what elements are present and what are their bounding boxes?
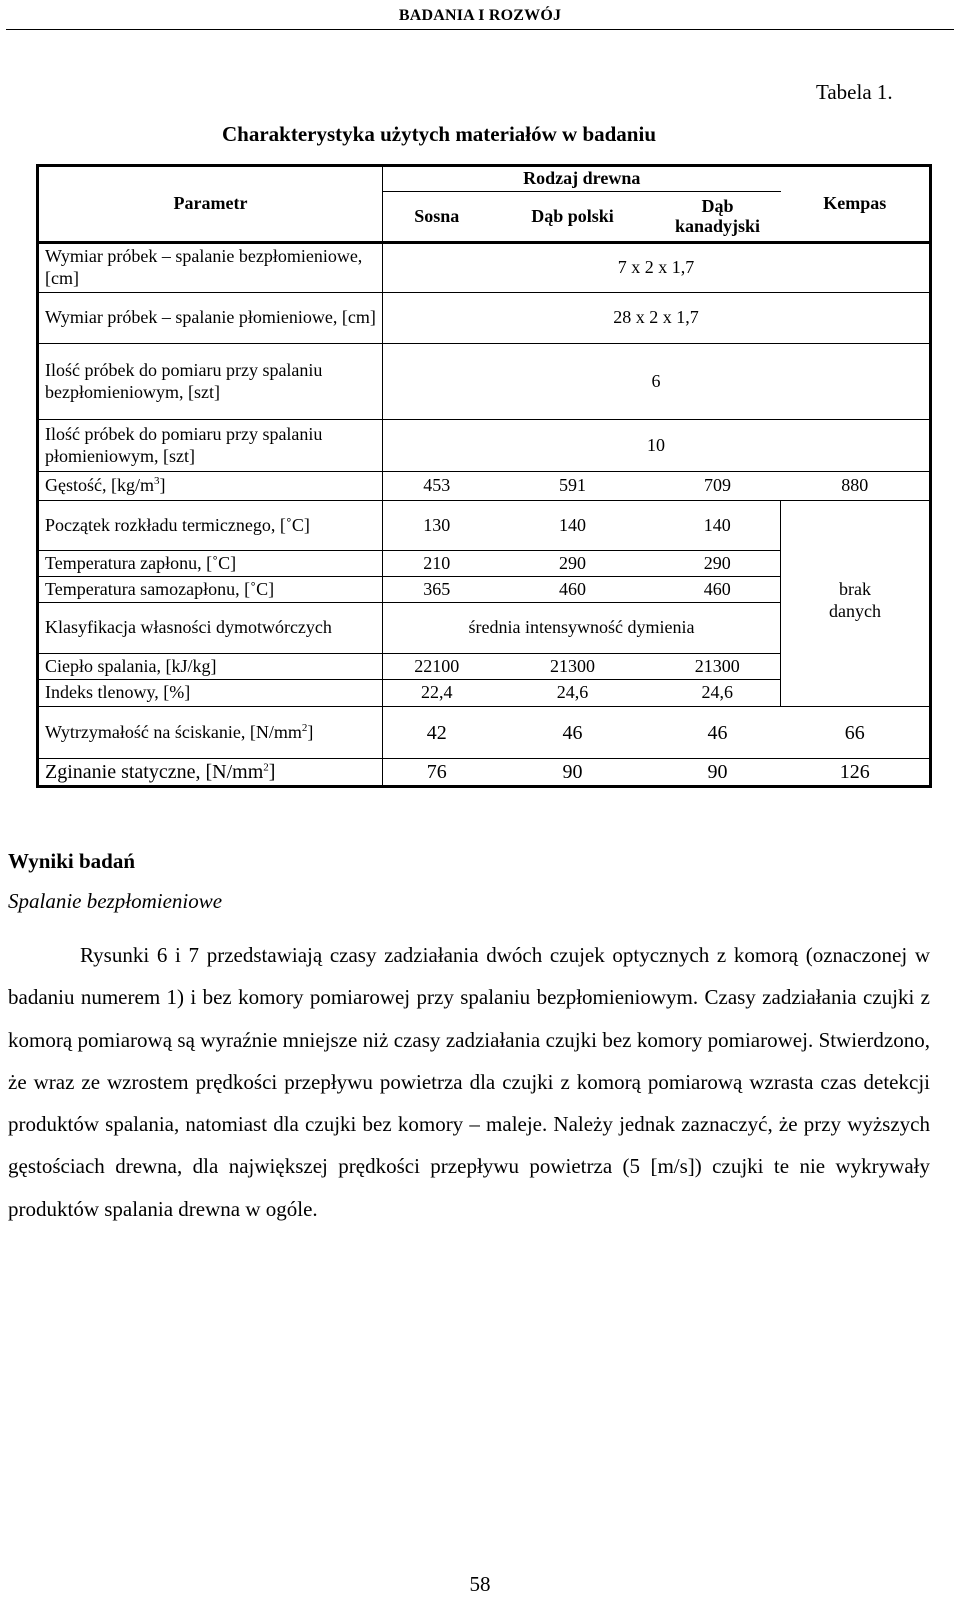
row-label — [38, 472, 383, 501]
row-label-text: Zginanie statyczne, [N/mm — [45, 761, 264, 783]
header-col-kempas: Kempas — [781, 166, 931, 243]
row-label: Wymiar próbek – spalanie bezpłomieniowe, [cm] — [38, 243, 383, 293]
table-row — [38, 293, 931, 344]
cell-dab-kanadyjski: 90 — [707, 761, 728, 783]
row-label-text: Gęstość, [kg/m — [45, 475, 154, 496]
table-row — [38, 472, 931, 501]
cell-sosna: 130 — [383, 501, 491, 551]
row-label-sup: 2 — [263, 761, 269, 774]
cell-sosna: 365 — [383, 577, 491, 603]
cell-kempas: 66 — [781, 707, 931, 759]
cell-sosna: 210 — [383, 551, 491, 577]
no-data-text: brak danych — [829, 578, 881, 621]
row-label-sup: 2 — [301, 721, 308, 734]
table-row — [38, 707, 931, 759]
cell-dab-kanadyjski: 46 — [655, 707, 781, 759]
row-label: Indeks tlenowy, [%] — [38, 680, 383, 707]
cell-sosna: 22100 — [383, 654, 491, 680]
cell-dab-kanadyjski: 140 — [655, 501, 781, 551]
cell-dab-kanadyjski: 709 — [655, 472, 781, 501]
header-rule — [6, 29, 954, 30]
section-heading: Wyniki badań — [8, 849, 136, 873]
row-label: Wymiar próbek – spalanie płomieniowe, [cm] — [38, 293, 383, 344]
cell-dab-kanadyjski: 21300 — [655, 654, 781, 680]
row-value: 10 — [383, 420, 931, 472]
cell-dab-polski: 140 — [491, 501, 655, 551]
cell-kempas: 880 — [781, 472, 931, 501]
cell-dab-polski: 24,6 — [491, 680, 655, 707]
header-col-dab-kanadyjski: Dąb kanadyjski — [655, 192, 781, 243]
cell-sosna: 76 — [426, 761, 447, 783]
table-row — [38, 243, 931, 293]
header-col-dab-polski: Dąb polski — [491, 192, 655, 243]
cell-dab-polski: 90 — [562, 761, 583, 783]
cell-dab-polski: 460 — [491, 577, 655, 603]
row-label-sup: 3 — [153, 475, 160, 488]
table-row — [38, 759, 931, 787]
cell-dab-kanadyjski: 290 — [655, 551, 781, 577]
row-label: Ilość próbek do pomiaru przy spalaniu bezpłomieniowym, [szt] — [38, 344, 383, 420]
cell-sosna: 22,4 — [383, 680, 491, 707]
cell-kempas: 126 — [839, 761, 870, 783]
row-label: Ilość próbek do pomiaru przy spalaniu płomieniowym, [szt] — [38, 420, 383, 472]
cell-dab-kanadyjski: 460 — [655, 577, 781, 603]
table-row — [38, 501, 931, 551]
row-label — [38, 707, 383, 759]
row-label-end: ] — [159, 475, 166, 496]
table-row — [38, 420, 931, 472]
row-label: Klasyfikacja własności dymotwórczych — [38, 603, 383, 654]
running-header: BADANIA I ROZWÓJ — [398, 7, 562, 24]
table-row — [38, 344, 931, 420]
materials-table — [36, 164, 932, 788]
cell-sosna: 453 — [383, 472, 491, 501]
cell-dab-polski: 46 — [491, 707, 655, 759]
row-label-end: ] — [268, 761, 276, 783]
section-subheading: Spalanie bezpłomieniowe — [8, 889, 223, 913]
page-number: 58 — [469, 1572, 491, 1596]
table-caption: Charakterystyka użytych materiałów w badaniu — [222, 122, 656, 146]
row-value: średnia intensywność dymienia — [383, 603, 781, 654]
row-label: Ciepło spalania, [kJ/kg] — [38, 654, 383, 680]
row-value: 6 — [383, 344, 931, 420]
cell-dab-polski: 21300 — [491, 654, 655, 680]
header-wood-type: Rodzaj drewna — [383, 166, 781, 192]
row-label-end: ] — [307, 721, 314, 742]
cell-kempas-no-data — [781, 501, 931, 707]
row-label — [38, 759, 383, 787]
row-label: Temperatura zapłonu, [˚C] — [38, 551, 383, 577]
cell-dab-kanadyjski: 24,6 — [655, 680, 781, 707]
row-label-text: Wytrzymałość na ściskanie, [N/mm — [45, 721, 302, 742]
header-param: Parametr — [38, 166, 383, 243]
row-label: Temperatura samozapłonu, [˚C] — [38, 577, 383, 603]
cell-dab-polski: 290 — [491, 551, 655, 577]
table-label: Tabela 1. — [816, 80, 893, 104]
cell-dab-polski: 591 — [491, 472, 655, 501]
row-label: Początek rozkładu termicznego, [˚C] — [38, 501, 383, 551]
cell-sosna: 42 — [383, 707, 491, 759]
body-paragraph: Rysunki 6 i 7 przedstawiają czasy zadziałania dwóch czujek optycznych z komorą (oznaczonej w badaniu numerem 1) i bez komory pomiarowej przy spalaniu bezpłomieniowym. Czasy zadziałania czujki z komorą pomiarową są wyraźnie mniejsze niż czasy zadziałania czujki bez komory pomiarowej. Stwierdzono, że wraz ze wzrostem prędkości przepływu powietrza dla czujki z komorą pomiarową wzrasta czas detekcji produktów spalania, natomiast dla czujki bez komory – maleje. Należy jednak zaznaczyć, że przy wyższych gęstościach drewna, dla największej prędkości przepływu powietrza (5 [m/s]) czujki te nie wykrywały produktów spalania drewna w ogóle. — [8, 943, 930, 1221]
header-col-sosna: Sosna — [383, 192, 491, 243]
row-value: 7 x 2 x 1,7 — [383, 243, 931, 293]
row-value: 28 x 2 x 1,7 — [383, 293, 931, 344]
